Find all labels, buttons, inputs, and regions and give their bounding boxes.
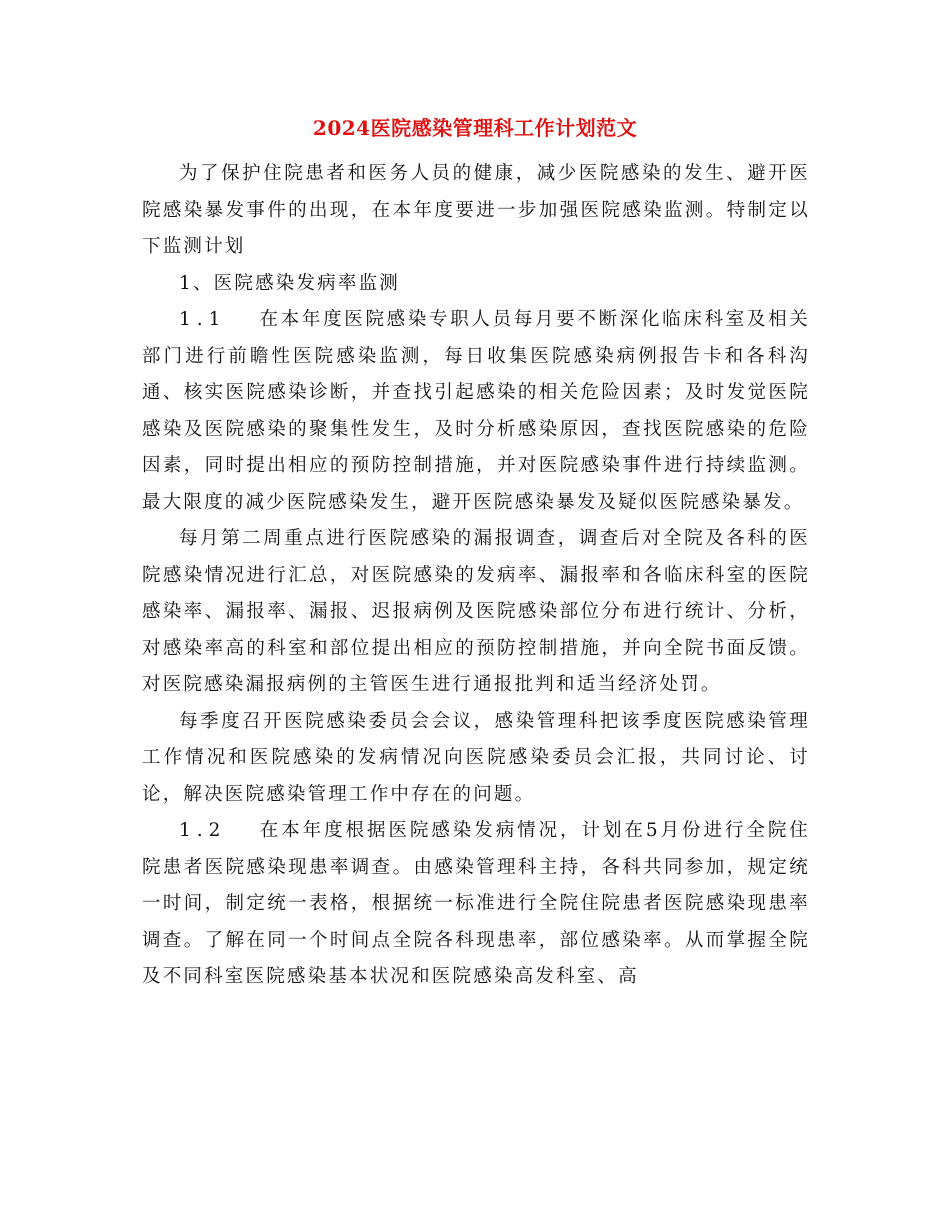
item-number: 1.1 [179,309,227,330]
document-body [142,156,810,996]
paragraph-section-heading [142,266,810,303]
paragraph-1-1 [142,302,810,521]
paragraph-text: 1、医院感染发病率监测 [179,272,400,294]
paragraph-monthly [142,521,810,704]
paragraph-1-2 [142,813,810,996]
paragraph-text: 每月第二周重点进行医院感染的漏报调查，调查后对全院及各科的医院感染情况进行汇总，对医院感染的发病率、漏报率和各临床科室的医院感染率、漏报率、漏报、迟报病例及医院感染部位分布进行统计、分析，对感染率高的科室和部位提出相应的预防控制措施，并向全院书面反馈。对医院感染漏报病例的主管医生进行通报批判和适当经济处罚。 [142,528,810,695]
paragraph-text: 在本年度根据医院感染发病情况，计划在5月份进行全院住院患者医院感染现患率调查。由感染管理科主持，各科共同参加，规定统一时间，制定统一表格，根据统一标准进行全院住院患者医院感染现患率调查。了解在同一个时间点全院各科现患率，部位感染率。从而掌握全院及不同科室医院感染基本状况和医院感染高发科室、高 [142,820,810,987]
document-title: 2024医院感染管理科工作计划范文 [312,116,638,140]
paragraph-intro [142,156,810,266]
item-number: 1.2 [179,820,227,841]
paragraph-quarterly [142,704,810,814]
paragraph-text: 在本年度医院感染专职人员每月要不断深化临床科室及相关部门进行前瞻性医院感染监测，每日收集医院感染病例报告卡和各科沟通、核实医院感染诊断，并查找引起感染的相关危险因素；及时发觉医院感染及医院感染的聚集性发生，及时分析感染原因，查找医院感染的危险因素，同时提出相应的预防控制措施，并对医院感染事件进行持续监测。最大限度的减少医院感染发生，避开医院感染暴发及疑似医院感染暴发。 [142,309,810,513]
paragraph-text: 每季度召开医院感染委员会会议，感染管理科把该季度医院感染管理工作情况和医院感染的发病情况向医院感染委员会汇报，共同讨论、讨论，解决医院感染管理工作中存在的问题。 [142,710,810,805]
paragraph-text: 为了保护住院患者和医务人员的健康，减少医院感染的发生、避开医院感染暴发事件的出现，在本年度要进一步加强医院感染监测。特制定以下监测计划 [142,163,810,257]
